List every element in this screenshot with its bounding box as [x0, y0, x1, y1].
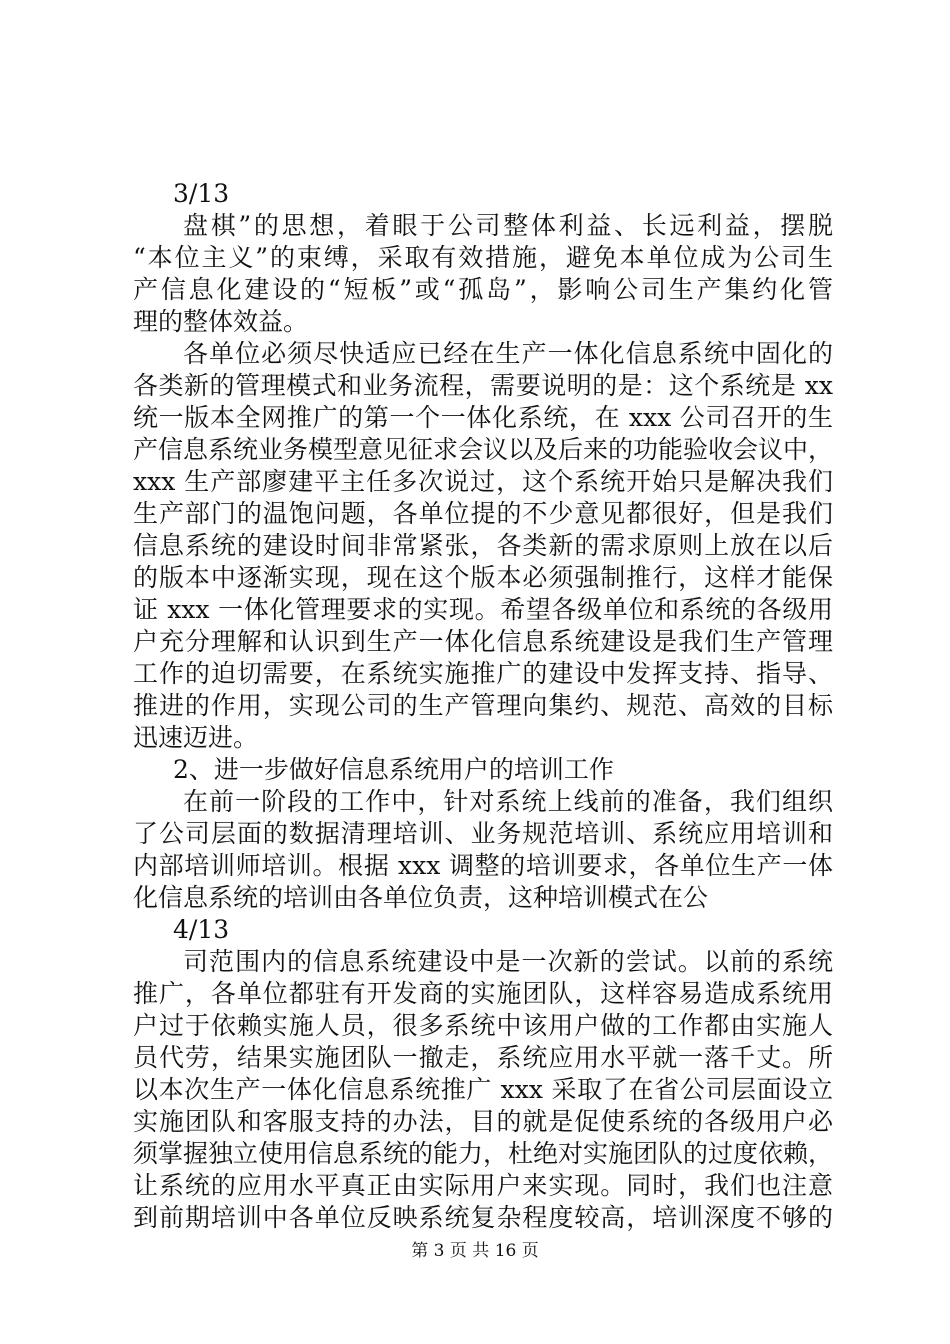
paragraph-line: 产信息化建设的“短板”或“孤岛”，影响公司生产集约化管 [133, 275, 833, 304]
paragraph-line: 内部培训师培训。根据 xxx 调整的培训要求，各单位生产一体 [133, 851, 833, 880]
paragraph-line: 证 xxx 一体化管理要求的实现。希望各级单位和系统的各级用 [133, 595, 833, 624]
paragraph-line: 生产部门的温饱问题，各单位提的不少意见都很好，但是我们 [133, 499, 833, 528]
paragraph-line: 盘棋”的思想，着眼于公司整体利益、长远利益，摆脱 [183, 211, 833, 240]
paragraph-line: 以本次生产一体化信息系统推广 xxx 采取了在省公司层面设立 [133, 1075, 833, 1104]
paragraph-line: 司范围内的信息系统建设中是一次新的尝试。以前的系统 [183, 947, 833, 976]
paragraph-line: 了公司层面的数据清理培训、业务规范培训、系统应用培训和 [133, 819, 833, 848]
paragraph-line: 须掌握独立使用信息系统的能力，杜绝对实施团队的过度依赖， [133, 1139, 833, 1168]
page-footer: 第 3 页 共 16 页 [411, 1241, 539, 1261]
paragraph-line: 推进的作用，实现公司的生产管理向集约、规范、高效的目标 [133, 691, 833, 720]
paragraph-line: xxx 生产部廖建平主任多次说过，这个系统开始只是解决我们 [133, 467, 833, 496]
paragraph-line: 信息系统的建设时间非常紧张，各类新的需求原则上放在以后 [133, 531, 833, 560]
section-heading: 2、进一步做好信息系统用户的培训工作 [173, 755, 614, 784]
paragraph-line: 理的整体效益。 [133, 307, 309, 336]
paragraph-line: “本位主义”的束缚，采取有效措施，避免本单位成为公司生 [133, 243, 833, 272]
paragraph-line: 员代劳，结果实施团队一撤走，系统应用水平就一落千丈。所 [133, 1043, 833, 1072]
paragraph-line: 户过于依赖实施人员，很多系统中该用户做的工作都由实施人 [133, 1011, 833, 1040]
paragraph-line: 在前一阶段的工作中，针对系统上线前的准备，我们组织 [183, 787, 833, 816]
paragraph-line: 到前期培训中各单位反映系统复杂程度较高，培训深度不够的 [133, 1203, 833, 1232]
paragraph-line: 实施团队和客服支持的办法，目的就是促使系统的各级用户必 [133, 1107, 833, 1136]
paragraph-line: 统一版本全网推广的第一个一体化系统，在 xxx 公司召开的生 [133, 403, 833, 432]
paragraph-line: 户充分理解和认识到生产一体化信息系统建设是我们生产管理 [133, 627, 833, 656]
paragraph-line: 工作的迫切需要，在系统实施推广的建设中发挥支持、指导、 [133, 659, 833, 688]
page-marker: 4/13 [173, 915, 230, 944]
paragraph-line: 化信息系统的培训由各单位负责，这种培训模式在公 [133, 883, 709, 912]
paragraph-line: 产信息系统业务模型意见征求会议以及后来的功能验收会议中， [133, 435, 833, 464]
paragraph-line: 迅速迈进。 [133, 723, 259, 752]
paragraph-line: 各单位必须尽快适应已经在生产一体化信息系统中固化的 [183, 339, 833, 368]
paragraph-line: 让系统的应用水平真正由实际用户来实现。同时，我们也注意 [133, 1171, 833, 1200]
page-marker: 3/13 [173, 179, 230, 208]
paragraph-line: 推广，各单位都驻有开发商的实施团队，这样容易造成系统用 [133, 979, 833, 1008]
paragraph-line: 的版本中逐渐实现，现在这个版本必须强制推行，这样才能保 [133, 563, 833, 592]
paragraph-line: 各类新的管理模式和业务流程，需要说明的是：这个系统是 xx [133, 371, 833, 400]
